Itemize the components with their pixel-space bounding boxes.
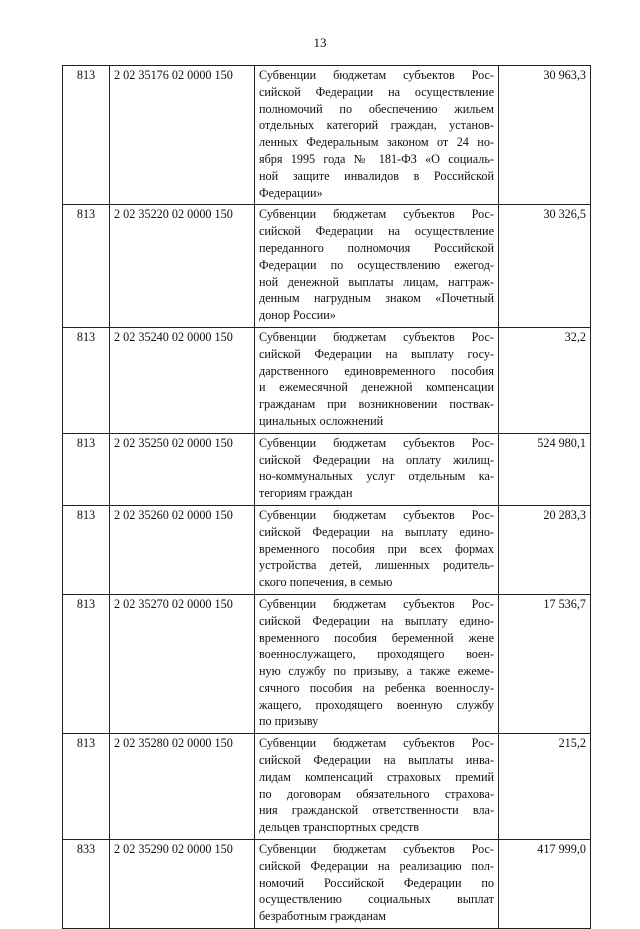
table-row [63,327,591,433]
budget-classification-code-cell: 2 02 35260 02 0000 150 [110,505,255,594]
description-line: отдельных категорий граждан, установ- [259,118,494,133]
amount-cell: 32,2 [499,327,591,433]
description-line: осуществлению социальных выплат [259,892,494,907]
revenue-name-cell [255,840,499,929]
description-line: временного пособия беременной жене [259,630,494,645]
description-line: по призыву [259,714,319,729]
budget-classification-code-cell: 2 02 35250 02 0000 150 [110,433,255,505]
description-line: сячного пособия на ребенка военнослу- [259,680,494,695]
amount-cell: 20 283,3 [499,505,591,594]
admin-code-cell: 813 [63,433,110,505]
table-row [63,505,591,594]
description-line: Субвенции бюджетам субъектов Рос- [259,736,494,751]
description-line: ния гражданской ответственности вла- [259,803,494,818]
description-line: временного пособия при всех формах [259,541,494,556]
admin-code-cell: 833 [63,840,110,929]
description-line: цинальных осложнений [259,413,384,428]
description-line: Федерации по осуществлению ежегод- [259,257,494,272]
description-line: сийской Федерации на выплаты инва- [259,753,494,768]
description-line: и ежемесячной денежной компенсации [259,380,494,395]
description-line: сийской Федерации на выплату госу- [259,346,494,361]
amount-cell: 30 326,5 [499,205,591,328]
description-line: сийской Федерации на выплату едино- [259,613,494,628]
table-row [63,594,591,733]
budget-classification-code-cell: 2 02 35220 02 0000 150 [110,205,255,328]
revenue-name-cell [255,734,499,840]
description-line: Федерации» [259,185,323,200]
description-line: дарственного единовременного пособия [259,363,494,378]
amount-cell: 17 536,7 [499,594,591,733]
description-line: Субвенции бюджетам субъектов Рос- [259,596,494,611]
description-line: ной денежной выплаты лицам, нагграж- [259,274,494,289]
description-line: ября 1995 года № 181-ФЗ «О социаль- [259,151,494,166]
admin-code-cell: 813 [63,734,110,840]
description-line: ского попечения, в семью [259,575,393,590]
table-row [63,734,591,840]
description-line: военнослужащего, проходящего воен- [259,647,494,662]
description-line: сийской Федерации на оплату жилищ- [259,452,494,467]
description-line: донор России» [259,308,336,323]
revenue-name-cell [255,433,499,505]
description-line: но-коммунальных услуг отдельным ка- [259,469,494,484]
description-line: дельцев транспортных средств [259,820,420,835]
table-row [63,840,591,929]
page-number: 13 [313,35,327,50]
description-line: ленных Федеральным законом от 24 но- [259,135,494,150]
admin-code-cell: 813 [63,594,110,733]
description-line: безработным гражданам [259,909,387,924]
amount-cell: 215,2 [499,734,591,840]
description-line: гражданам при возникновении поствак- [259,397,494,412]
budget-classification-code-cell: 2 02 35176 02 0000 150 [110,66,255,205]
description-line: жащего, проходящего военную службу [259,697,494,712]
description-line: Субвенции бюджетам субъектов Рос- [259,329,494,344]
budget-classification-code-cell: 2 02 35240 02 0000 150 [110,327,255,433]
description-line: сийской Федерации на выплату едино- [259,524,494,539]
description-line: Субвенции бюджетам субъектов Рос- [259,507,494,522]
budget-classification-code-cell: 2 02 35290 02 0000 150 [110,840,255,929]
revenue-name-cell [255,505,499,594]
description-line: ную службу по призыву, а также ежеме- [259,664,494,679]
admin-code-cell: 813 [63,327,110,433]
budget-table [62,65,591,929]
description-line: лидам компенсаций страховых премий [259,769,494,784]
description-line: сийской Федерации на осуществление [259,224,494,239]
budget-classification-code-cell: 2 02 35270 02 0000 150 [110,594,255,733]
revenue-name-cell [255,594,499,733]
description-line: Субвенции бюджетам субъектов Рос- [259,68,494,82]
description-line: переданного полномочия Российской [259,240,494,255]
description-line: устройства детей, лишенных родитель- [259,558,494,573]
description-line: денным нагрудным знаком «Почетный [259,291,494,306]
table-row [63,66,591,205]
description-line: Субвенции бюджетам субъектов Рос- [259,842,494,857]
budget-table-body [63,66,591,929]
revenue-name-cell [255,205,499,328]
table-row [63,205,591,328]
description-line: Субвенции бюджетам субъектов Рос- [259,207,494,222]
revenue-name-cell [255,66,499,205]
budget-classification-code-cell: 2 02 35280 02 0000 150 [110,734,255,840]
description-line: Субвенции бюджетам субъектов Рос- [259,435,494,450]
admin-code-cell: 813 [63,505,110,594]
revenue-name-cell [255,327,499,433]
description-line: сийской Федерации на осуществление [259,84,494,99]
table-row [63,433,591,505]
description-line: по договорам обязательного страхова- [259,786,494,801]
description-line: сийской Федерации на реализацию пол- [259,858,494,873]
amount-cell: 417 999,0 [499,840,591,929]
admin-code-cell: 813 [63,66,110,205]
amount-cell: 30 963,3 [499,66,591,205]
amount-cell: 524 980,1 [499,433,591,505]
description-line: тегориям граждан [259,486,353,501]
description-line: полномочий по обеспечению жильем [259,101,494,116]
description-line: ной защите инвалидов в Российской [259,168,494,183]
description-line: номочий Российской Федерации по [259,875,494,890]
admin-code-cell: 813 [63,205,110,328]
